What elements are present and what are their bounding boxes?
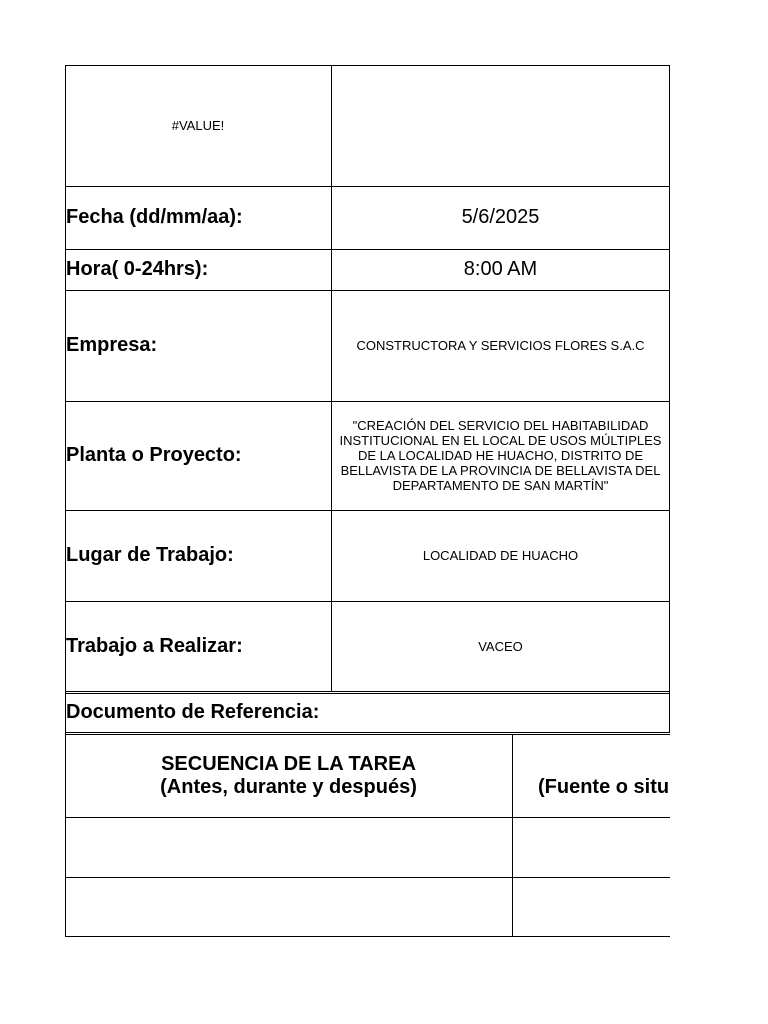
planta-value: "CREACIÓN DEL SERVICIO DEL HABITABILIDAD INSTITUCIONAL EN EL LOCAL DE USOS MÚLTIPLES DE LA LOCALIDAD HE HUACHO, DISTRITO DE BELLAVISTA DE LA PROVINCIA DE BELLAVISTA DEL DEPARTAMENTO DE SAN MARTÍN" [339,418,662,493]
grid-line [65,601,670,602]
lugar-value-cell[interactable] [331,510,670,601]
fecha-label: Fecha (dd/mm/aa): [66,206,243,228]
grid-line [512,734,513,937]
task-row-1-hazard-cell[interactable] [512,817,670,877]
lugar-value: LOCALIDAD DE HUACHO [422,548,579,563]
peligro-header [512,735,670,817]
trabajo-value: VACEO [478,638,523,654]
planta-label: Planta o Proyecto: [66,444,242,466]
grid-line [65,877,670,878]
secuencia-title: SECUENCIA DE LA TAREA [161,753,416,775]
peligro-subtitle: (Fuente o situ [538,776,670,798]
grid-line [65,290,670,291]
grid-line [65,186,670,187]
planta-value-cell[interactable] [331,401,670,510]
grid-line [65,817,670,818]
trabajo-value-cell[interactable] [331,601,670,691]
grid-line [65,732,670,733]
value-error-cell[interactable] [65,65,331,186]
empresa-label: Empresa: [66,334,158,356]
secuencia-subtitle: (Antes, durante y después) [160,776,417,798]
grid-line [669,65,670,733]
grid-line [65,249,670,250]
trabajo-label: Trabajo a Realizar: [66,634,243,657]
hora-value-cell[interactable] [331,249,670,290]
fecha-value: 5/6/2025 [461,206,540,228]
grid-line [331,65,332,692]
fecha-value-cell[interactable] [331,186,670,249]
form-sheet [65,65,670,937]
empresa-value: CONSTRUCTORA Y SERVICIOS FLORES S.A.C [356,338,645,353]
grid-line [65,693,670,694]
grid-line [65,510,670,511]
empresa-value-cell[interactable] [331,290,670,401]
grid-line [65,734,670,735]
value-error-text: #VALUE! [171,118,225,133]
grid-line [65,65,670,66]
hora-value: 8:00 AM [463,258,538,280]
grid-line [65,936,670,937]
documento-referencia-label: Documento de Referencia: [66,701,320,723]
lugar-label: Lugar de Trabajo: [66,544,234,566]
grid-line [65,65,66,937]
logo-cell[interactable] [331,65,670,186]
task-row-1-step-cell[interactable] [65,817,512,877]
task-row-2-step-cell[interactable] [65,877,512,937]
hora-label: Hora( 0-24hrs): [66,258,209,280]
task-row-2-hazard-cell[interactable] [512,877,670,937]
grid-line [65,691,670,692]
secuencia-header [65,735,512,817]
grid-line [65,401,670,402]
